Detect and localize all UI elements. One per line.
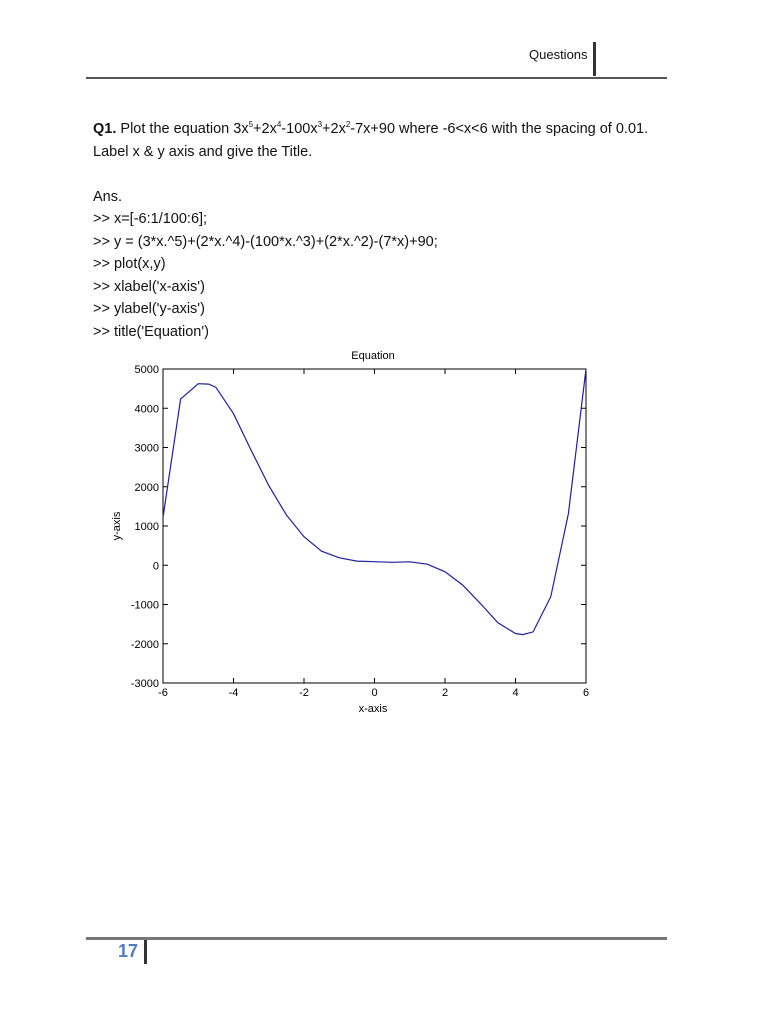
x-tick-label: 6	[582, 687, 590, 699]
header-divider-bar	[593, 42, 596, 76]
y-tick-label: 4000	[134, 403, 159, 416]
equation-chart	[100, 342, 600, 717]
x-tick-label: 0	[371, 687, 378, 699]
question-text: +2x	[322, 121, 346, 137]
x-tick-label: -4	[228, 687, 239, 699]
document-body	[93, 118, 673, 343]
code-line: >> y = (3*x.^5)+(2*x.^4)-(100*x.^3)+(2*x.^2)-(7*x)+90;	[93, 233, 438, 250]
exponent: 3	[317, 120, 323, 130]
exponent: 4	[276, 120, 282, 130]
chart-title: Equation	[351, 350, 395, 362]
exponent: 2	[345, 120, 351, 130]
y-tick-label: 5000	[134, 364, 159, 376]
y-tick-label: -3000	[130, 678, 159, 690]
x-axis-label: x-axis	[358, 703, 388, 715]
code-line: >> x=[-6:1/100:6];	[93, 211, 208, 227]
y-tick-label: -2000	[130, 638, 159, 651]
question-text: Plot the equation 3x	[116, 121, 249, 137]
code-line: >> xlabel('x-axis')	[93, 278, 205, 295]
y-tick-label: 0	[152, 560, 159, 573]
question-text: +2x	[253, 121, 277, 137]
question-paragraph	[93, 118, 673, 163]
code-line: >> ylabel('y-axis')	[93, 301, 205, 317]
y-tick-label: 3000	[134, 442, 159, 455]
footer-rule	[86, 937, 667, 940]
y-axis-label: y-axis	[111, 511, 123, 541]
page-number: 17	[118, 941, 139, 961]
footer-divider-bar	[144, 940, 147, 964]
y-tick-label: 1000	[134, 521, 159, 533]
exponent: 5	[248, 120, 254, 130]
question-text: -7x+90 where -6<x<6 with the spacing of 0.01. Label x & y axis and give the Title.	[93, 121, 649, 160]
code-line: >> title('Equation')	[93, 323, 209, 340]
x-tick-label: 2	[441, 687, 449, 699]
x-tick-label: -6	[158, 687, 168, 699]
plot-area	[163, 369, 586, 683]
y-tick-label: -1000	[130, 599, 159, 612]
y-tick-label: 2000	[134, 481, 159, 494]
question-text: -100x	[281, 121, 318, 137]
header-section-title: Questions	[529, 47, 588, 62]
x-tick-label: -2	[299, 687, 309, 699]
header-rule	[86, 77, 667, 79]
code-line: >> plot(x,y)	[93, 256, 166, 272]
question-label: Q1.	[93, 121, 117, 137]
answer-label: Ans.	[93, 188, 123, 205]
x-tick-label: 4	[512, 687, 519, 699]
